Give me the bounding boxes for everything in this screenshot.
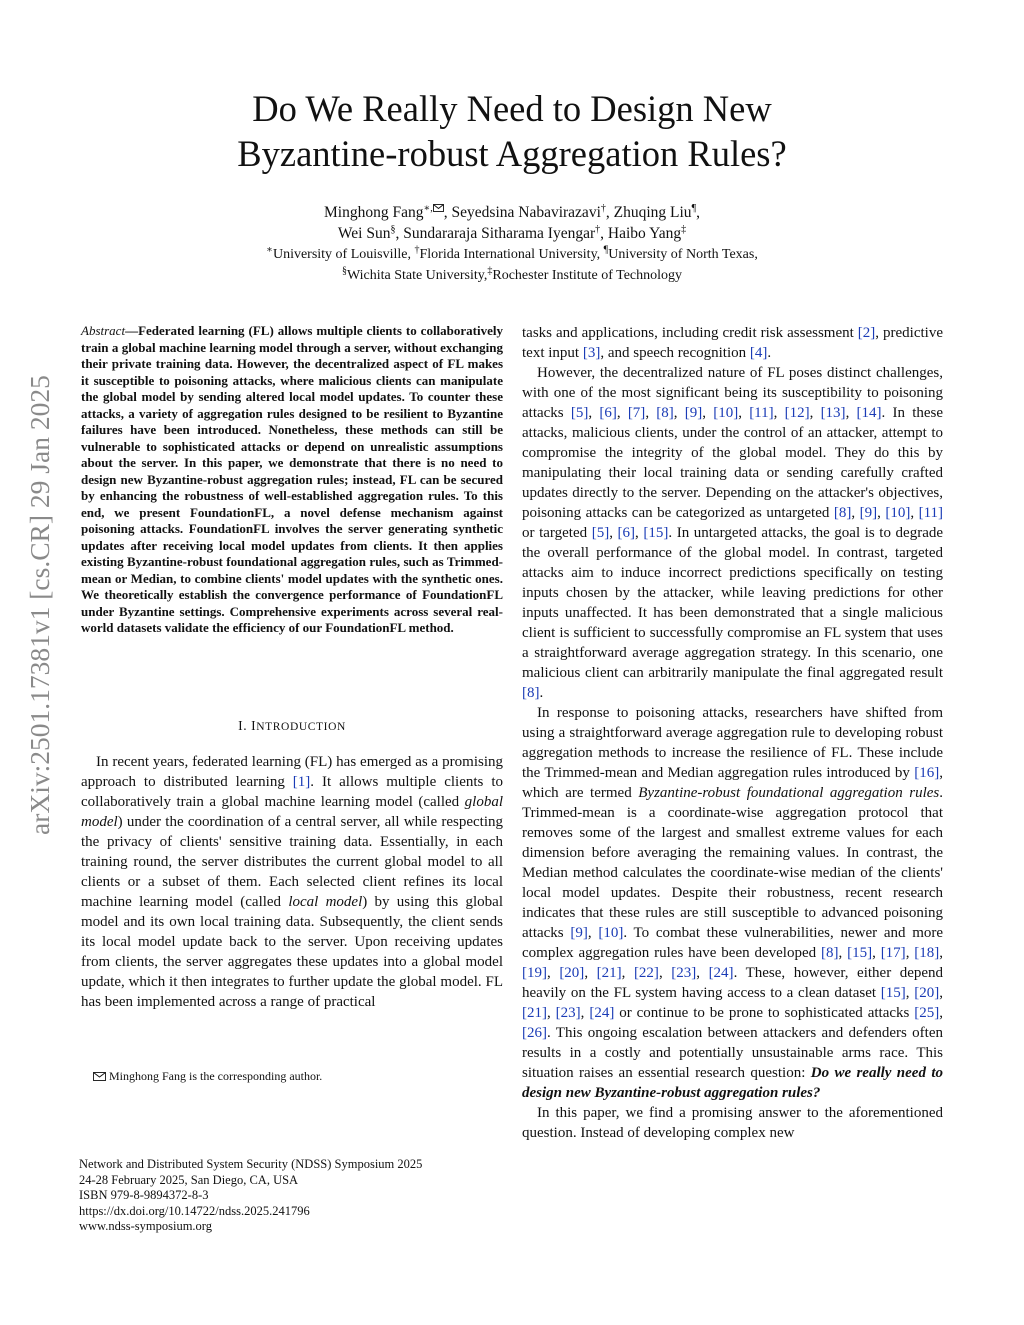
venue-info <box>79 1157 499 1235</box>
citation-link[interactable]: [21] <box>596 965 622 981</box>
citation-link[interactable]: [9] <box>859 505 878 521</box>
citation-link[interactable]: [8] <box>522 685 540 701</box>
author-mark: ¶ <box>691 202 697 214</box>
section-heading-introduction: I. INTRODUCTION <box>238 718 346 733</box>
envelope-icon <box>433 204 444 212</box>
section-initial: I <box>251 718 257 733</box>
citation-link[interactable]: [25] <box>914 1005 940 1021</box>
citation-link[interactable]: [6] <box>599 405 617 421</box>
citation-link[interactable]: [23] <box>555 1005 581 1021</box>
affiliation: Rochester Institute of Technology <box>492 268 683 283</box>
section-title-rest: NTRODUCTION <box>256 721 346 733</box>
citation-link[interactable]: [4] <box>749 345 768 361</box>
citation-link[interactable]: [8] <box>820 945 839 961</box>
citation-link[interactable]: [19] <box>522 965 547 981</box>
citation-link[interactable]: [16] <box>914 765 940 781</box>
citation-link[interactable]: [24] <box>708 965 734 981</box>
affil-mark: ¶ <box>603 244 609 256</box>
author-name: Minghong Fang <box>324 204 424 221</box>
citation-link[interactable]: [2] <box>857 325 876 341</box>
venue-doi-link[interactable]: https://dx.doi.org/10.14722/ndss.2025.241796 <box>79 1203 310 1218</box>
corresponding-author-footnote: Minghong Fang is the corresponding author. <box>81 1068 503 1084</box>
paragraph-poisoning: However, the decentralized nature of FL poses distinct challenges, with one of the most significant being its susceptibility to poisoning attacks [5], [6], [7], [8], [9], [10], [11], [12], [13], [14]. In these attacks, malicious clients, under the control of an attacker, attempt to compromise the integrity of the global model. They do this by manipulating their local training data or sending carefully crafted updates directly to the server. Depending on the attacker's objectives, poisoning attacks can be categorized as untargeted [8], [9], [10], [11] or targeted [5], [6], [15]. In untargeted attacks, the goal is to degrade the overall performance of the global model. In contrast, targeted attacks aim to induce incorrect predictions specifically on testing inputs chosen by the attacker, while leaving predictions for other inputs unaffected. It has been demonstrated that a single malicious client is sufficient to successfully compromise an FL system that uses a straightforward average aggregation strategy. In this scenario, one malicious client can arbitrarily manipulate the final aggregated result [8]. <box>522 365 944 701</box>
citation-link[interactable]: [10] <box>598 925 624 941</box>
citation-link[interactable]: [15] <box>643 525 669 541</box>
title-line-2: Byzantine-robust Aggregation Rules? <box>237 133 787 174</box>
citation-link[interactable]: [12] <box>784 405 810 421</box>
affil-mark: ∗ <box>266 244 273 256</box>
envelope-icon <box>93 1072 106 1081</box>
citation-link[interactable]: [8] <box>833 505 852 521</box>
affiliations <box>150 244 874 286</box>
venue-url-link[interactable]: www.ndss-symposium.org <box>79 1219 212 1233</box>
citation-link[interactable]: [1] <box>292 774 311 790</box>
author-list: Minghong Fang∗, , Seyedsina Nabavirazavi†, Zhuqing Liu¶, Wei Sun§, Sundararaja Sitharama Iyengar†, Haibo Yang‡ <box>324 202 700 242</box>
affil-mark: § <box>341 265 347 277</box>
citation-link[interactable]: [6] <box>617 525 636 541</box>
citation-link[interactable]: [5] <box>570 405 589 421</box>
citation-link[interactable]: [20] <box>559 965 585 981</box>
author-name: Sundararaja Sitharama Iyengar <box>403 225 596 242</box>
citation-link[interactable]: [15] <box>847 945 873 961</box>
citation-link[interactable]: [14] <box>856 405 882 421</box>
citation-link[interactable]: [9] <box>684 405 703 421</box>
citation-link[interactable]: [3] <box>582 345 601 361</box>
author-name: Zhuqing Liu <box>613 204 692 221</box>
citation-link[interactable]: [23] <box>671 965 697 981</box>
citation-link[interactable]: [26] <box>522 1025 547 1041</box>
citation-link[interactable]: [20] <box>914 985 940 1001</box>
citation-link[interactable]: [11] <box>918 505 944 521</box>
affiliation: University of North Texas, <box>608 247 758 262</box>
citation-link[interactable]: [17] <box>880 945 906 961</box>
abstract <box>81 323 503 637</box>
abstract-text: —Federated learning (FL) allows multiple clients to collaboratively train a global machine learning model through a server, without exchanging their private training data. However, the decentralized aspect of FL makes it susceptible to poisoning attacks, where malicious clients can manipulate the global model by sending altered local model updates. To counter these attacks, a variety of aggregation rules designed to be resilient to Byzantine failures have been introduced. Nonetheless, these methods can still be vulnerable to sophisticated attacks or depend on unrealistic assumptions about the server. In this paper, we demonstrate that there is no need to design new Byzantine-robust aggregation rules; instead, FL can be secured by enhancing the robustness of well-established aggregation rules. To this end, we present FoundationFL, a novel defense mechanism against poisoning attacks. FoundationFL involves the server generating synthetic updates after receiving local model updates from clients. It then applies existing Byzantine-robust foundational aggregation rules, such as Trimmed-mean or Median, to combine clients' model updates with the synthetic ones. We theoretically establish the convergence performance of FoundationFL under Byzantine settings. Comprehensive experiments across several real-world datasets validate the efficiency of our FoundationFL method. <box>81 323 503 635</box>
paper-title <box>150 86 874 176</box>
citation-link[interactable]: [8] <box>656 405 674 421</box>
paragraph-robust-aggregation: In response to poisoning attacks, researchers have shifted from using a straightforward average aggregation rule to developing robust aggregation methods to increase the resilience of FL. These include the Trimmed-mean and Median aggregation rules introduced by [16], which are termed Byzantine-robust foundational aggregation rules. Trimmed-mean is a coordinate-wise aggregation protocol that removes some of the largest and smallest extreme values for each dimension before averaging the remaining values. In contrast, the Median method calculates the coordinate-wise median of the clients' local model updates. Despite their robustness, recent research indicates that these rules are still susceptible to advanced poisoning attacks [9], [10]. To combat these vulnerabilities, newer and more complex aggregation rules have been developed [8], [15], [17], [18], [19], [20], [21], [22], [23], [24]. These, however, either depend heavily on the FL system having access to a clean dataset [15], [20], [21], [23], [24] or continue to be prone to sophisticated attacks [25], [26]. This ongoing escalation between attackers and defenders often results in a costly and potentially unsustainable arms race. This situation raises an essential research question: Do we really need to design new Byzantine-robust aggregation rules? <box>522 705 944 1101</box>
research-question: Do we really need to design new Byzantine-robust aggregation rules? <box>522 1065 943 1101</box>
citation-link[interactable]: [22] <box>633 965 659 981</box>
citation-link[interactable]: [13] <box>820 405 846 421</box>
venue-line: 24-28 February 2025, San Diego, CA, USA <box>79 1172 299 1187</box>
venue-line: Network and Distributed System Security (NDSS) Symposium 2025 <box>79 1157 423 1171</box>
affil-mark: ‡ <box>487 265 493 277</box>
author-mark: † <box>600 202 606 214</box>
affiliation: Wichita State University, <box>346 268 488 283</box>
intro-paragraph-1: In recent years, federated learning (FL) has emerged as a promising approach to distributed learning [1]. It allows multiple clients to collaboratively train a global machine learning model (called global model) under the coordination of a central server, all while respecting the privacy of clients' sensitive training data. Essentially, in each training round, the server distributes the current global model to all clients or a subset of them. Each selected client refines its local machine learning model (called local model) by using this global model and its own local training data. Subsequently, the client sends its local model update back to the server. Upon receiving updates from clients, the server aggregates these updates into a global model update, which it then integrates to further update the global model. FL has been implemented across a range of practical <box>81 754 503 1010</box>
author-mark: § <box>390 223 396 235</box>
citation-link[interactable]: [15] <box>880 985 906 1001</box>
title-line-1: Do We Really Need to Design New <box>252 88 772 129</box>
citation-link[interactable]: [18] <box>914 945 940 961</box>
citation-link[interactable]: [21] <box>522 1005 547 1021</box>
citation-link[interactable]: [24] <box>589 1005 615 1021</box>
citation-link[interactable]: [7] <box>627 405 646 421</box>
paragraph-continued: tasks and applications, including credit risk assessment [2], predictive text input [3], and speech recognition [4]. <box>522 325 943 361</box>
citation-link[interactable]: [10] <box>885 505 911 521</box>
right-column <box>522 323 943 1143</box>
affiliation: Florida International University, <box>419 247 604 262</box>
arxiv-stamp: arXiv:2501.17381v1 [cs.CR] 29 Jan 2025 <box>24 375 55 835</box>
abstract-label: Abstract <box>81 323 126 338</box>
author-mark: ‡ <box>681 223 687 235</box>
paragraph-this-paper: In this paper, we find a promising answer to the aforementioned question. Instead of developing complex new <box>522 1105 943 1141</box>
author-mark: ∗, <box>423 202 433 214</box>
citation-link[interactable]: [11] <box>749 405 774 421</box>
citation-link[interactable]: [9] <box>570 925 588 941</box>
author-name: Haibo Yang <box>607 225 682 242</box>
citation-link[interactable]: [10] <box>713 405 739 421</box>
citation-link[interactable]: [5] <box>591 525 610 541</box>
venue-line: ISBN 979-8-9894372-8-3 <box>79 1188 209 1202</box>
author-name: Seyedsina Nabavirazavi <box>451 204 601 221</box>
affil-mark: † <box>414 244 420 256</box>
affiliation: University of Louisville, <box>272 247 415 262</box>
author-name: Wei Sun <box>337 225 391 242</box>
author-mark: † <box>595 223 601 235</box>
